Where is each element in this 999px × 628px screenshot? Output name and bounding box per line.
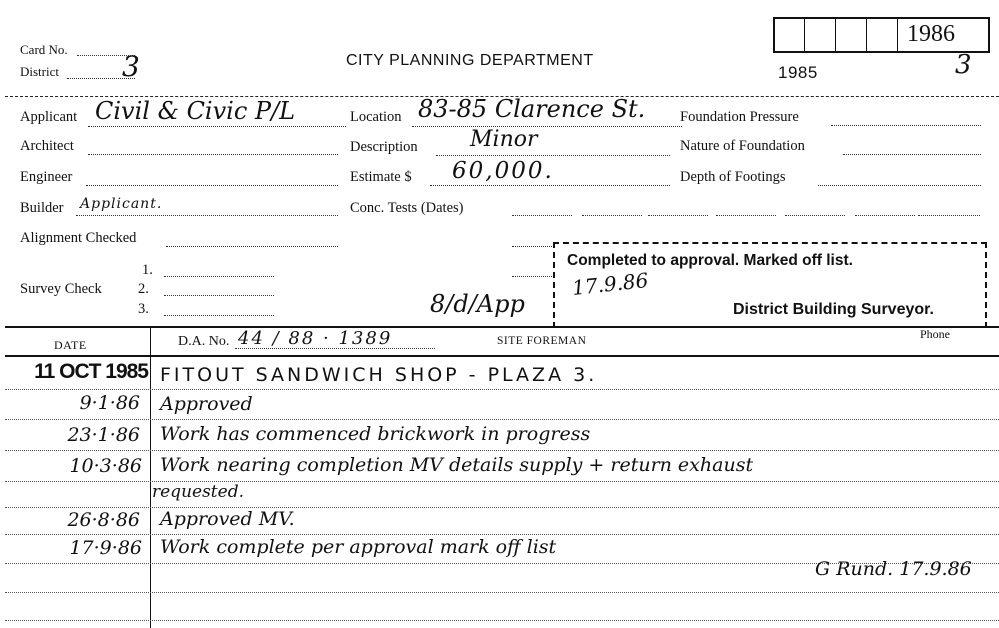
row-date: 11 OCT 1985: [34, 360, 148, 383]
year-box-cell: [836, 19, 867, 51]
survey-line-1: [164, 276, 274, 277]
engineer-label: Engineer: [20, 169, 73, 185]
estimate-label: Estimate $: [350, 169, 412, 185]
survey-2: 2.: [138, 281, 149, 297]
stamp-line-1: Completed to approval. Marked off list.: [567, 252, 853, 269]
year-box-cell: [867, 19, 898, 51]
year-box-cell: [775, 19, 805, 51]
survey-1: 1.: [142, 262, 153, 278]
row-date: 26·8·86: [67, 509, 140, 531]
depth-footings-line: [818, 185, 981, 186]
row-rule: [5, 507, 999, 508]
row-rule: [5, 592, 999, 593]
row-rule: [5, 389, 999, 390]
alignment-mid-line: [512, 246, 552, 247]
row-rule: [5, 620, 999, 621]
conc-line-3: [648, 215, 708, 216]
architect-line: [88, 154, 338, 155]
stamp-line-2: District Building Surveyor.: [733, 301, 934, 318]
row-date: 17·9·86: [69, 537, 142, 559]
nature-foundation-label: Nature of Foundation: [680, 138, 805, 154]
row-entry: requested.: [152, 482, 244, 502]
year-box-cell: [805, 19, 836, 51]
survey-line-3: [164, 315, 274, 316]
table-top-rule: [5, 326, 999, 328]
year-box-grid: [773, 17, 990, 53]
description-label: Description: [350, 139, 418, 155]
foundation-pressure-label: Foundation Pressure: [680, 109, 799, 125]
architect-label: Architect: [20, 138, 74, 154]
builder-line: [76, 215, 338, 216]
applicant-line: [88, 126, 346, 127]
builder-label: Builder: [20, 200, 64, 216]
row-rule: [5, 450, 999, 451]
foundation-pressure-line: [831, 125, 981, 126]
conc-line-6: [855, 215, 915, 216]
da-label: D.A. No.: [178, 334, 230, 349]
date-column-divider: [150, 326, 151, 628]
card-no-label: Card No.: [20, 42, 68, 57]
row-rule: [5, 534, 999, 535]
row-date: 10·3·86: [69, 455, 142, 477]
stamp-handwritten-ref: 8/d/App: [430, 290, 525, 318]
row-rule: [5, 419, 999, 420]
survey-label: Survey Check: [20, 281, 102, 297]
year-current: 1985: [778, 63, 818, 82]
applicant-value: Civil & Civic P/L: [95, 97, 296, 125]
survey-mid-line: [512, 276, 552, 277]
builder-value: Applicant.: [80, 196, 163, 212]
row-entry: Approved MV.: [160, 508, 295, 530]
location-label: Location: [350, 109, 402, 125]
table-header-rule: [5, 355, 999, 357]
row-entry: Work has commenced brickwork in progress: [160, 423, 591, 445]
da-value: 44 / 88 · 1389: [238, 328, 393, 349]
conc-tests-label: Conc. Tests (Dates): [350, 200, 464, 216]
row-entry: Approved: [160, 393, 253, 415]
estimate-line: [430, 185, 670, 186]
row-entry: Work complete per approval mark off list: [160, 536, 557, 558]
alignment-line: [166, 246, 338, 247]
conc-line-7: [918, 215, 980, 216]
conc-line-4: [716, 215, 776, 216]
district-label: District: [20, 64, 59, 79]
depth-footings-label: Depth of Footings: [680, 169, 786, 185]
stamp-handwritten-date: 17.9.86: [570, 268, 650, 300]
phone-label: Phone: [920, 327, 950, 341]
site-foreman-label: SITE FOREMAN: [497, 335, 587, 347]
row-entry: Work nearing completion MV details supply + return exhaust: [160, 454, 754, 476]
survey-3: 3.: [138, 301, 149, 317]
location-line: [412, 126, 682, 127]
district-value: 3: [122, 50, 140, 83]
estimate-value: 60,000.: [452, 158, 554, 184]
nature-foundation-line: [843, 154, 981, 155]
description-value: Minor: [470, 127, 538, 152]
year-box-value: 1986: [907, 21, 955, 47]
row-date: 9·1·86: [79, 392, 140, 414]
conc-line-2: [582, 215, 642, 216]
conc-line-1: [512, 215, 572, 216]
row-date: 23·1·86: [67, 424, 140, 446]
survey-line-2: [164, 295, 274, 296]
department-title: CITY PLANNING DEPARTMENT: [346, 52, 594, 69]
alignment-label: Alignment Checked: [20, 230, 137, 246]
signature: G Rund. 17.9.86: [815, 558, 972, 580]
location-value: 83-85 Clarence St.: [418, 95, 646, 123]
row-entry: FITOUT SANDWICH SHOP - PLAZA 3.: [160, 364, 598, 386]
description-line: [436, 155, 670, 156]
applicant-label: Applicant: [20, 109, 78, 125]
conc-line-5: [785, 215, 845, 216]
engineer-line: [86, 185, 338, 186]
date-header: DATE: [54, 338, 87, 352]
year-current-entry: 3: [955, 50, 972, 80]
da-line: [235, 348, 435, 349]
